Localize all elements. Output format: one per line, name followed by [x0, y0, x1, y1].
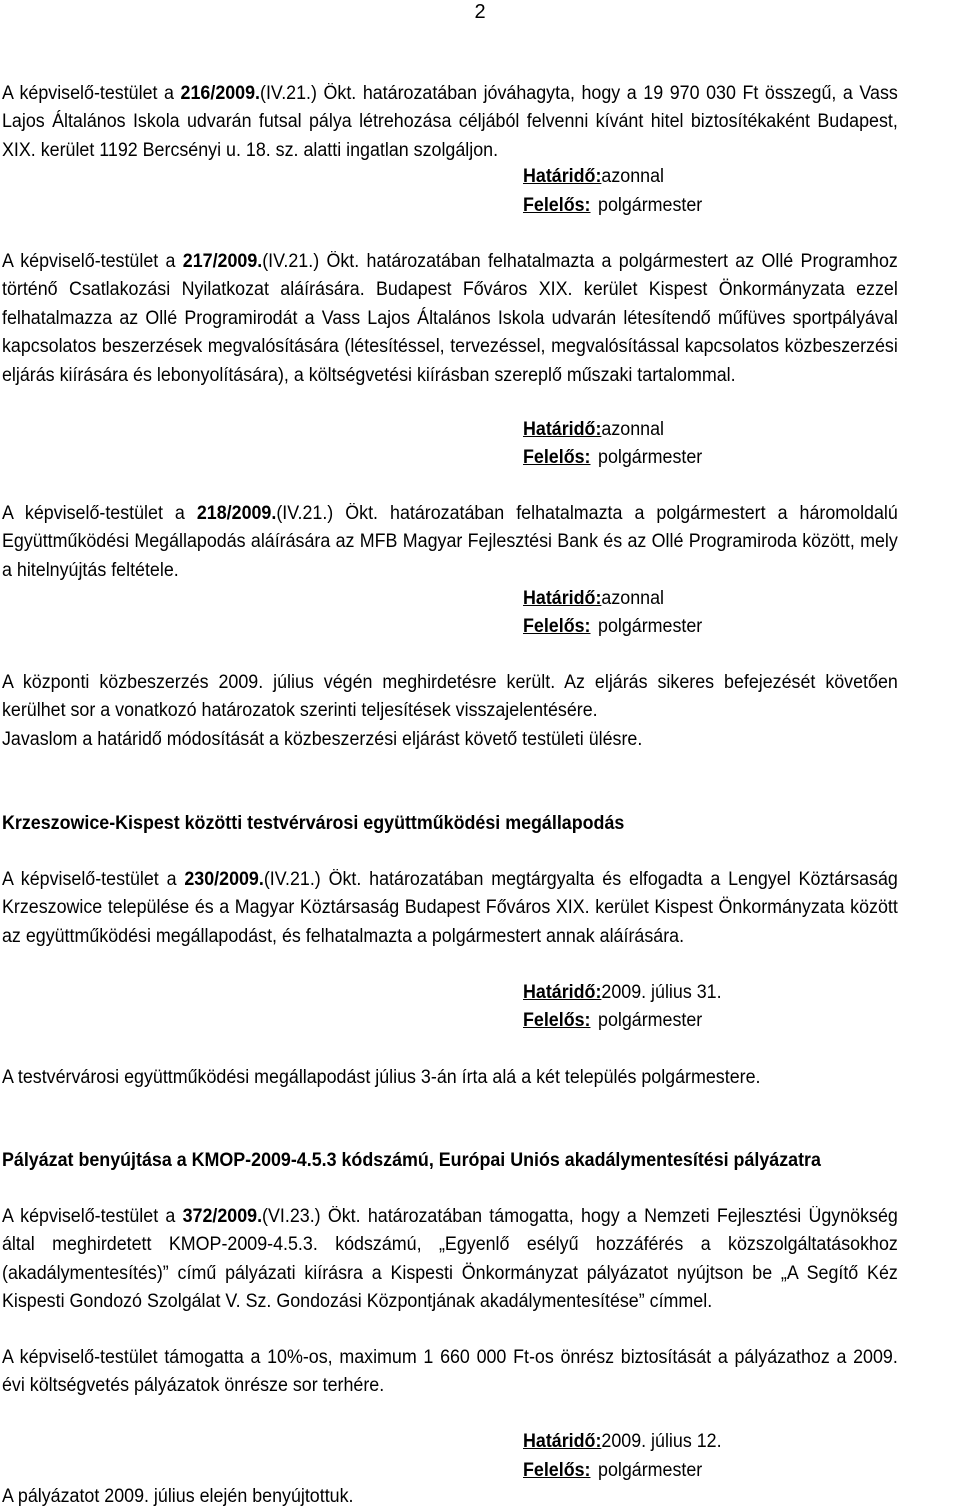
responsible-line: [523, 192, 702, 220]
section-heading: Krzeszowice-Kispest közötti testvérvárosi együttműködési megállapodás: [2, 813, 625, 834]
resolution-text: (IV.21.) Ökt. határozatában jóváhagyta, hogy a 19 970 030 Ft összegű, a Vass Lajos Általános Iskola udvarán futsal pálya létrehozása céljából felvenni kívánt hitel biztosítékaként Budapest, XIX. kerület 1192 Bercsényi u. 18. sz. alatti ingatlan szolgáljon.: [2, 83, 898, 161]
resolution-paragraph: [2, 80, 898, 165]
responsible-value: polgármester: [598, 1460, 703, 1481]
responsible-label: Felelős:: [523, 447, 591, 468]
deadline-value: 2009. július 12.: [601, 1431, 722, 1452]
resolution-text: A képviselő-testület a: [2, 251, 183, 272]
resolution-text: (IV.21.) Ökt. határozatában megtárgyalta és elfogadta a Lengyel Köztársaság Krzeszowice települése és a Magyar Köztársaság Budapest Főváros XIX. kerület Kispest Önkormányzata között az együttműködési megállapodást, és felhatalmazta a polgármestert annak aláírására.: [2, 869, 898, 947]
responsible-value: polgármester: [598, 447, 703, 468]
deadline-label: Határidő:: [523, 982, 602, 1003]
support-paragraph: A képviselő-testület támogatta a 10%-os, maximum 1 660 000 Ft-os önrész biztosítását a pályázathoz a 2009. évi költségvetés pályázatok önrésze sor terhére.: [2, 1347, 898, 1397]
responsible-label: Felelős:: [523, 1010, 591, 1031]
section-heading: Pályázat benyújtása a KMOP-2009-4.5.3 kódszámú, Európai Uniós akadálymentesítési pályázatra: [2, 1150, 821, 1171]
resolution-paragraph: [2, 1203, 898, 1317]
resolution-text: (IV.21.) Ökt. határozatában felhatalmazta a polgármestert a háromoldalú Együttműködési Megállapodás aláírására az MFB Magyar Fejlesztési Bank és az Ollé Programiroda között, mely a hitelnyújtás feltétele.: [2, 503, 898, 581]
resolution-text: (IV.21.) Ökt. határozatában felhatalmazta a polgármestert az Ollé Programhoz történő Csatlakozási Nyilatkozat aláírására. Budapest Főváros XIX. kerület Kispest Önkormányzata ezzel felhatalmazza az Ollé Programirodát a Vass Lajos Általános Iskola udvarán létesítendő műfüves sportpályával kapcsolatos beszerzések megvalósítására (létesítéssel, tervezéssel, megvalósítással kapcsolatos közbeszerzési eljárás kiírására és lebonyolítására), a költségvetési kiírásban szereplő műszaki tartalommal.: [2, 251, 898, 386]
deadline-value: azonnal: [601, 419, 664, 440]
status-report: A központi közbeszerzés 2009. július végén meghirdetésre került. Az eljárás sikeres befejezését követően kerülhet sor a vonatkozó határozatok szerinti teljesítések visszajelentésére.: [2, 672, 898, 722]
responsible-line: [523, 1457, 702, 1485]
status-report: A testvérvárosi együttműködési megállapodást július 3-án írta alá a két település polgármestere.: [2, 1067, 761, 1088]
status-report: A pályázatot 2009. július elején benyújtottuk.: [2, 1486, 354, 1507]
page-number: 2: [474, 1, 486, 23]
deadline-value: 2009. július 31.: [601, 982, 722, 1003]
resolution-text: A képviselő-testület a: [2, 83, 181, 104]
resolution-number: 216/2009.: [180, 83, 261, 104]
responsible-label: Felelős:: [523, 195, 591, 216]
responsible-line: [523, 444, 702, 472]
resolution-text: A képviselő-testület a: [2, 503, 197, 524]
deadline-label: Határidő:: [523, 588, 602, 609]
deadline-label: Határidő:: [523, 166, 602, 187]
deadline-line: [523, 979, 722, 1007]
resolution-paragraph: [2, 500, 898, 585]
responsible-value: polgármester: [598, 1010, 703, 1031]
deadline-label: Határidő:: [523, 419, 602, 440]
resolution-text: A képviselő-testület a: [2, 1206, 183, 1227]
deadline-line: [523, 585, 664, 613]
resolution-number: 217/2009.: [182, 251, 263, 272]
resolution-paragraph: [2, 248, 898, 390]
responsible-value: polgármester: [598, 195, 703, 216]
responsible-value: polgármester: [598, 616, 703, 637]
resolution-number: 230/2009.: [184, 869, 264, 890]
deadline-line: [523, 163, 664, 191]
responsible-label: Felelős:: [523, 1460, 591, 1481]
responsible-line: [523, 613, 702, 641]
resolution-paragraph: [2, 866, 898, 951]
deadline-line: [523, 1428, 722, 1456]
resolution-text: A képviselő-testület a: [2, 869, 185, 890]
deadline-value: azonnal: [601, 588, 664, 609]
deadline-label: Határidő:: [523, 1431, 602, 1452]
responsible-line: [523, 1007, 702, 1035]
proposal-text: Javaslom a határidő módosítását a közbeszerzési eljárást követő testületi ülésre.: [2, 729, 643, 750]
resolution-text: (VI.23.) Ökt. határozatában támogatta, hogy a Nemzeti Fejlesztési Ügynökség által meghirdetett KMOP-2009-4.5.3. kódszámú, „Egyenlő esélyű hozzáférés a közszolgáltatásokhoz (akadálymentesítés)” című pályázati kiírásra a Kispesti Önkormányzat pályázatot nyújtson be „A Segítő Kéz Kispesti Gondozó Szolgálat V. Sz. Gondozási Központjának akadálymentesítése” címmel.: [2, 1206, 898, 1313]
responsible-label: Felelős:: [523, 616, 591, 637]
deadline-value: azonnal: [601, 166, 664, 187]
resolution-number: 372/2009.: [182, 1206, 263, 1227]
deadline-line: [523, 416, 664, 444]
resolution-number: 218/2009.: [196, 503, 277, 524]
